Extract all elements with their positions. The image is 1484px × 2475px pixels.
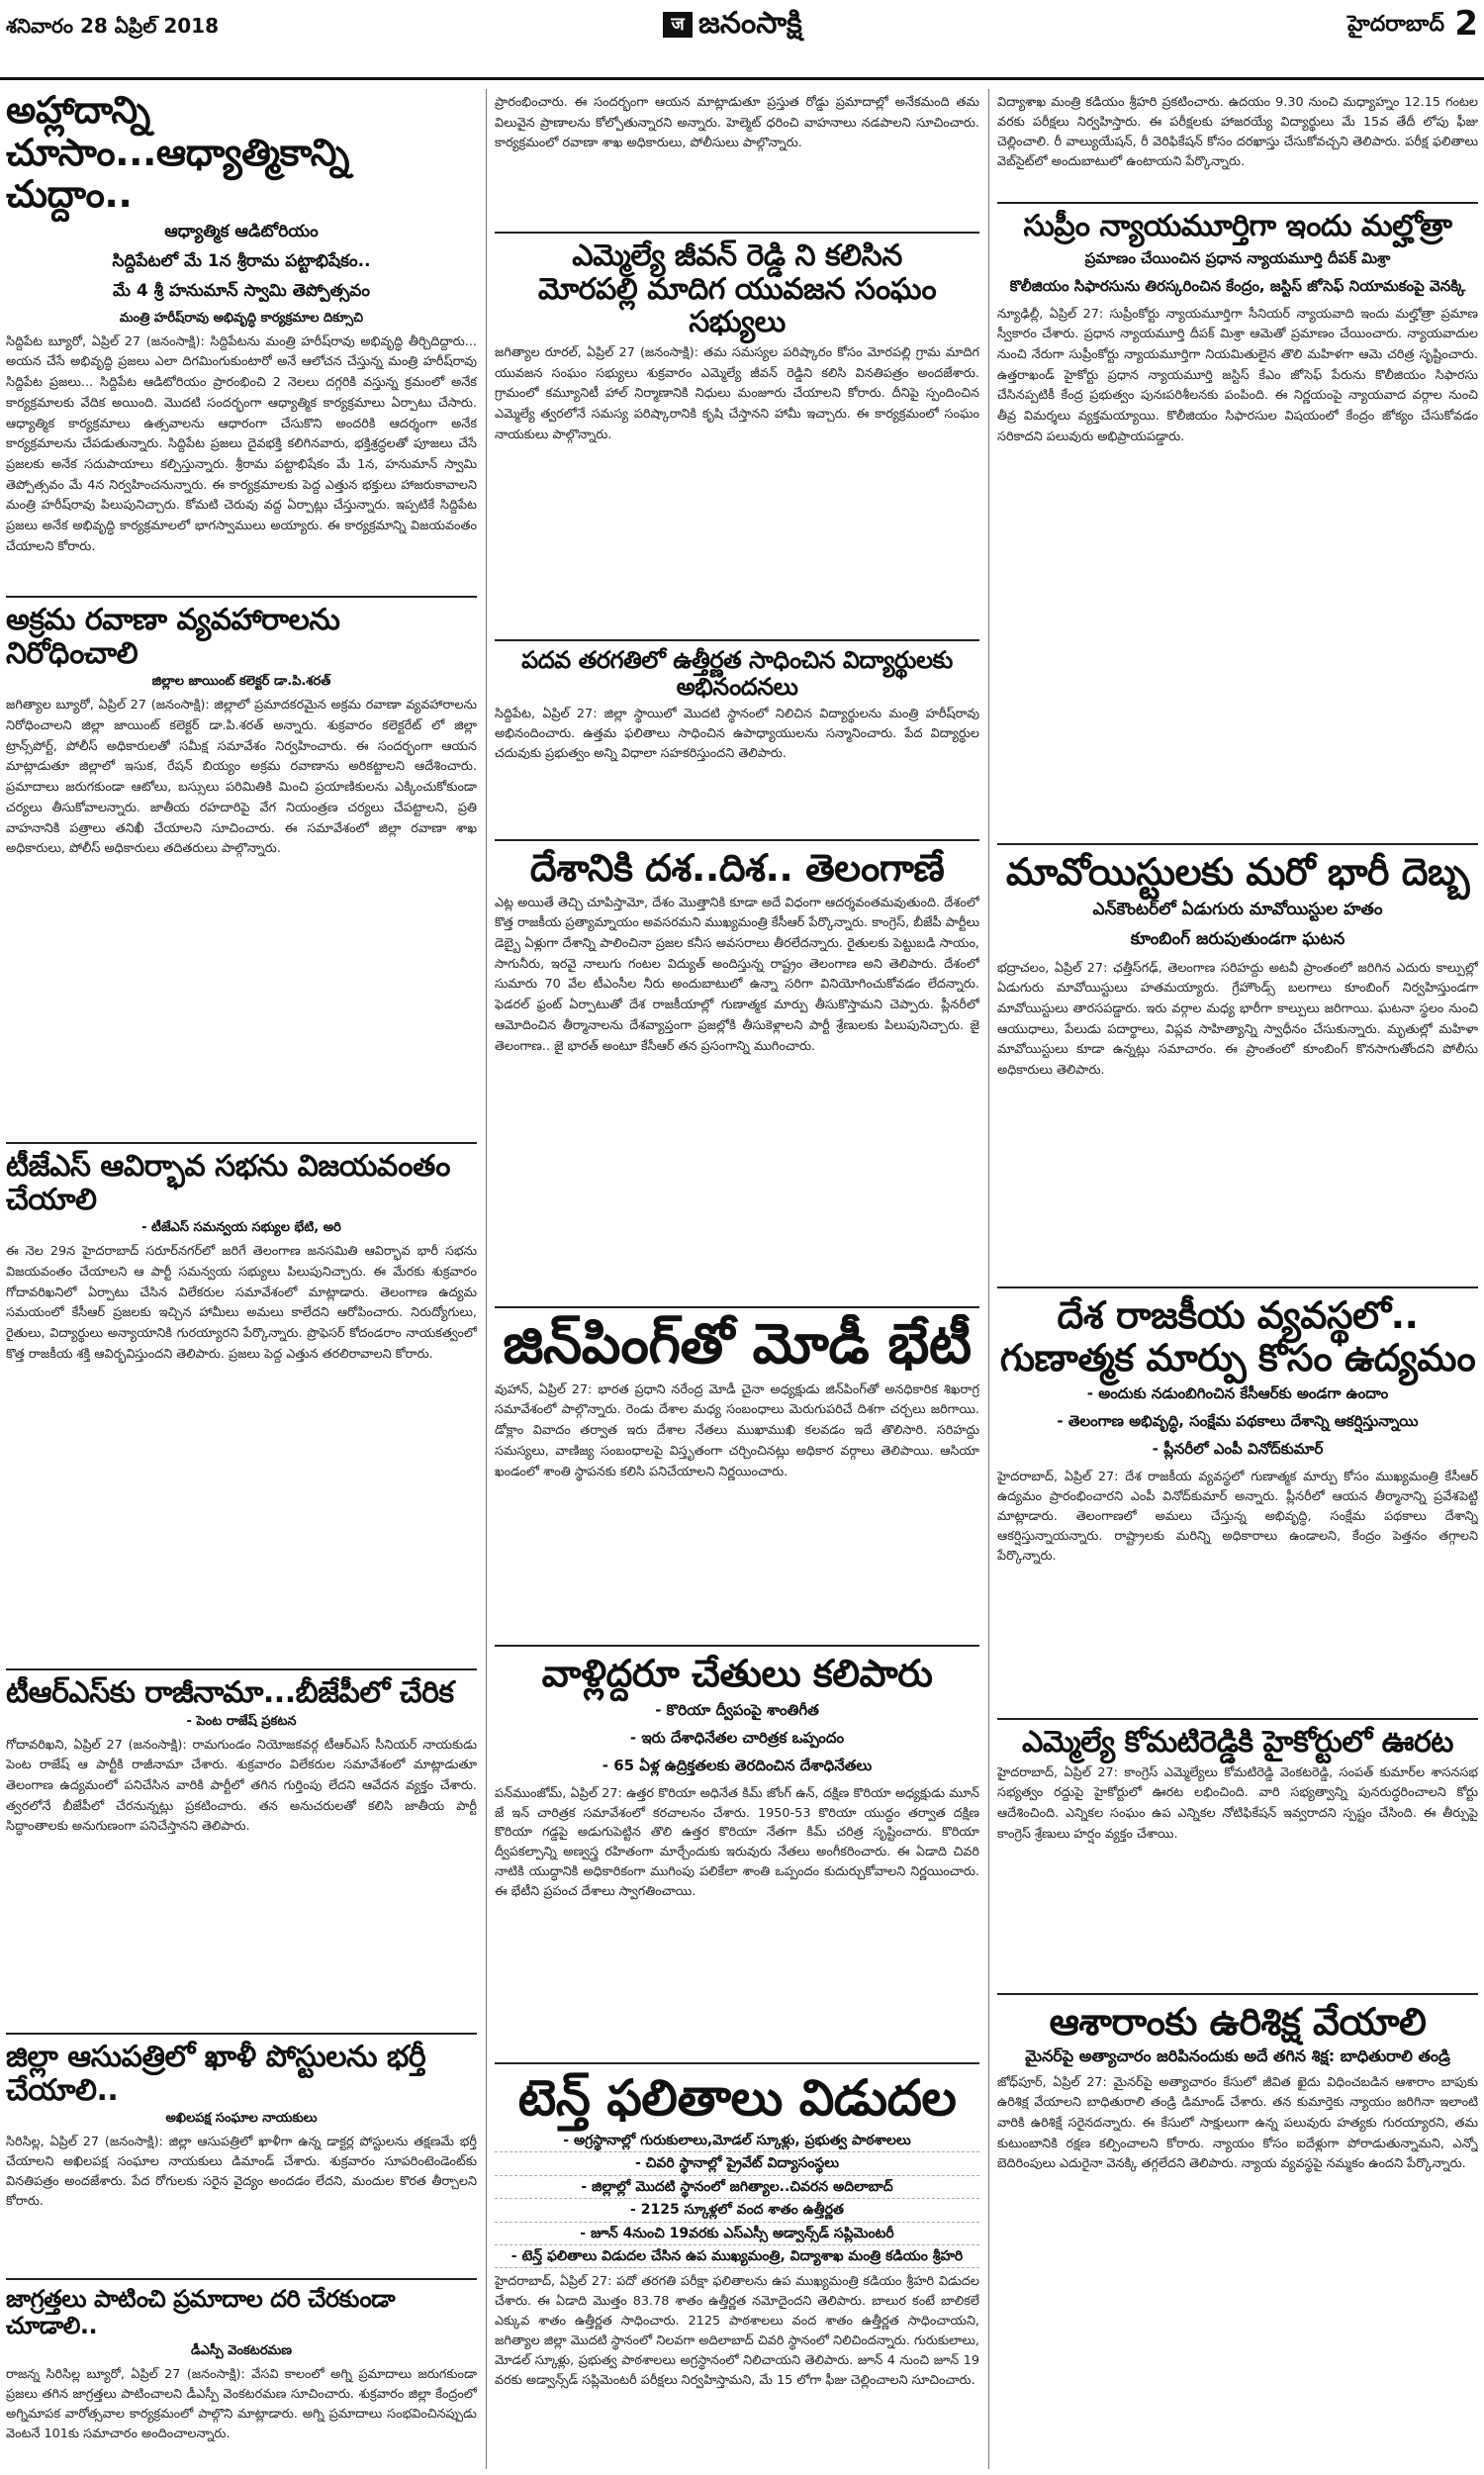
story-divider bbox=[997, 202, 1478, 204]
column-middle bbox=[495, 89, 979, 2469]
article-asaram bbox=[997, 2001, 1478, 2469]
highlight-item: - 2125 స్కూళ్లలో వంద శాతం ఉత్తీర్ణత bbox=[495, 2199, 979, 2222]
article-body: రాజన్న సిరిసిల్ల బ్యూరో, ఏప్రిల్ 27 (జనంసాక్షి): వేసవి కాలంలో అగ్ని ప్రమాదాలు జరుగకుండా ప్రజలు తగిన జాగ్రత్తలు పాటించాలని డీఎస్పీ వెంకటరమణ సూచించారు. శుక్రవారం జిల్లా కేంద్రంలో అగ్నిమాపక వారోత్సవాల కార్యక్రమంలో పాల్గొని మాట్లాడారు. అగ్ని ప్రమాదాలు సంభవించినప్పుడు వెంటనే 101కు సమాచారం అందించాలన్నారు. bbox=[6, 2366, 477, 2441]
story-divider bbox=[495, 2062, 979, 2064]
logo-text: జనంసాక్షి bbox=[698, 6, 802, 41]
story-divider bbox=[495, 1306, 979, 1308]
highlight-item: - టెన్త్ ఫలితాలు విడుదల చేసిన ఉప ముఖ్యమంత్రి, విద్యాశాఖ మంత్రి కడియం శ్రీహరి bbox=[495, 2245, 979, 2268]
article-headline: పదవ తరగతిలో ఉత్తీర్ణత సాధించిన విద్యార్థులకు అభినందనలు bbox=[521, 647, 953, 701]
article-headline: దేశానికి దశ..దిశ.. తెలంగాణే bbox=[529, 847, 945, 890]
article-body: సిద్దిపేట, ఏప్రిల్ 27: జిల్లా స్థాయిలో మొదటి స్థానంలో నిలిచిన విద్యార్థులను మంత్రి హరీష్‌రావు అభినందించారు. ఉత్తమ ఫలితాలు సాధించిన ఉపాధ్యాయులను సన్మానించారు. పేద విద్యార్థుల చదువుకు ప్రభుత్వం అన్ని విధాలా సహకరిస్తుందని తెలిపారు. bbox=[495, 706, 979, 761]
article-deck: - ప్లీనరీలో ఎంపీ వినోద్‌కుమార్ bbox=[1152, 1440, 1324, 1459]
article-body: న్యూఢిల్లీ, ఏప్రిల్ 27: సుప్రీంకోర్టు న్యాయమూర్తిగా సీనియర్ న్యాయవాది ఇందు మల్హోత్రా ప్రమాణ స్వీకారం చేశారు. ప్రధాన న్యాయమూర్తి దీపక్ మిశ్రా ఆమెతో ప్రమాణం చేయించారు. న్యాయవాదుల నుంచి నేరుగా సుప్రీంకోర్టు న్యాయమూర్తిగా నియమితులైన తొలి మహిళగా ఆమె చరిత్ర సృష్టించారు. ఉత్తరాఖండ్ హైకోర్టు ప్రధాన న్యాయమూర్తి జస్టిస్ కేఎం జోసెఫ్ పేరును కొలీజియం సిఫారసు చేసినప్పటికీ కేంద్ర ప్రభుత్వం పునఃపరిశీలనకు పంపింది. ఈ నిర్ణయంపై న్యాయవాద వర్గాల నుంచి తీవ్ర విమర్శలు వ్యక్తమయ్యాయి. కొలీజియం సిఫారసుల విషయంలో కేంద్రం జోక్యం చేసుకోవడం సరికాదని పలువురు అభిప్రాయపడ్డారు. bbox=[997, 306, 1478, 444]
article-headline: అక్రమ రవాణా వ్యవహారాలను నిరోధించాలి bbox=[6, 604, 340, 671]
article-headline: ఎమ్మెల్యే జీవన్ రెడ్డి ని కలిసిన bbox=[572, 239, 902, 273]
article-deck: - 65 ఏళ్ల ఉద్రిక్తతలకు తెరదించిన దేశాధినేతలు bbox=[602, 1756, 873, 1774]
highlight-item: - చివరి స్థానాల్లో ప్రైవేట్ విద్యాసంస్థలు bbox=[495, 2152, 979, 2175]
article-deck: - తెలంగాణ అభివృద్ధి, సంక్షేమ పథకాలు దేశాన్ని ఆకర్షిస్తున్నాయి bbox=[1057, 1412, 1419, 1431]
article-tenth-results bbox=[495, 2070, 979, 2469]
article-headline: వాళ్లిద్దరూ చేతులు కలిపారు bbox=[541, 1653, 933, 1695]
article-body: హైదరాబాద్, ఏప్రిల్ 27: దేశ రాజకీయ వ్యవస్థలో గుణాత్మక మార్పు కోసం ముఖ్యమంత్రి కేసీఆర్ ఉద్యమం ప్రారంభించారని ఎంపీ వినోద్‌కుమార్ అన్నారు. ప్లీనరీలో ఆయన తీర్మానాన్ని ప్రవేశపెట్టి మాట్లాడారు. తెలంగాణలో అమలు చేస్తున్న అభివృద్ధి, సంక్షేమ పథకాలు దేశాన్ని ఆకర్షిస్తున్నాయన్నారు. రాష్ట్రాలకు మరిన్ని అధికారాలు ఉండాలని, కేంద్రం పెత్తనం తగ్గాలని పేర్కొన్నారు. bbox=[997, 1470, 1478, 1564]
article-spiritual bbox=[6, 89, 477, 592]
article-supreme-court bbox=[997, 210, 1478, 839]
article-headline: జిన్‌పింగ్‌తో మోడీ భేటీ bbox=[503, 1314, 972, 1377]
article-body: గోదావరిఖని, ఏప్రిల్ 27 (జనంసాక్షి): రామగుండం నియోజకవర్గ టీఆర్ఎస్ సీనియర్ నాయకుడు పెంట రాజేష్ ఆ పార్టీకి రాజీనామా చేశారు. శుక్రవారం విలేకరుల సమావేశంలో మాట్లాడుతూ తెలంగాణ ఉద్యమంలో పనిచేసిన వారికి పార్టీలో తగిన గుర్తింపు లేదని ఆవేదన వ్యక్తం చేశారు. త్వరలోనే బీజేపీలో చేరనున్నట్లు ప్రకటించారు. తన అనుచరులతో కలిసి జాతీయ పార్టీ సిద్ధాంతాలకు అనుగుణంగా పనిచేస్తానని తెలిపారు. bbox=[6, 1737, 477, 1835]
story-divider bbox=[997, 1993, 1478, 1995]
logo-icon: ज bbox=[663, 12, 693, 38]
article-deck: - ఇరు దేశాధినేతల చారిత్రక ఒప్పందం bbox=[629, 1728, 845, 1747]
story-divider bbox=[6, 2278, 477, 2280]
article-headline: టీజేఎస్ ఆవిర్భావ సభను విజయవంతం చేయాలి bbox=[6, 1150, 451, 1217]
article-body: జగిత్యాల రూరల్, ఏప్రిల్ 27 (జనంసాక్షి): తమ సమస్యల పరిష్కారం కోసం మోరపల్లి గ్రామ మాదిగ యువజన సంఘం సభ్యులు శుక్రవారం ఎమ్మెల్యే జీవన్ రెడ్డిని కలిసి వినతిపత్రం అందజేశారు. గ్రామంలో కమ్యూనిటీ హాల్ నిర్మాణానికి నిధులు మంజూరు చేయాలని కోరారు. దీనిపై స్పందించిన ఎమ్మెల్యే త్వరలోనే సమస్య పరిష్కారానికి కృషి చేస్తానని హామీ ఇచ్చారు. ఈ కార్యక్రమంలో సంఘం నాయకులు పాల్గొన్నారు. bbox=[495, 344, 979, 442]
article-tjs-meeting bbox=[6, 1150, 477, 1665]
masthead bbox=[0, 0, 1484, 80]
article-deck: మే 4 శ్రీ హనుమాన్ స్వామి తెప్పోత్సవం bbox=[113, 280, 370, 301]
article-trs-resignation bbox=[6, 1676, 477, 2029]
article-byline: మంత్రి హరీష్‌రావు అభివృద్ధి కార్యక్రమాల దిక్సూచి bbox=[119, 310, 364, 326]
story-divider bbox=[495, 232, 979, 234]
article-modi-xi bbox=[495, 1314, 979, 1641]
article-komatireddy bbox=[997, 1726, 1478, 1989]
story-divider bbox=[997, 843, 1478, 845]
article-body: సిరిసిల్ల, ఏప్రిల్ 27 (జనంసాక్షి): జిల్లా ఆసుపత్రిలో ఖాళీగా ఉన్న డాక్టర్ల పోస్టులను తక్షణమే భర్తీ చేయాలని అఖిలపక్ష సంఘాల నాయకులు డిమాండ్ చేశారు. శుక్రవారం సూపరింటెండెంట్‌కు వినతిపత్రం అందజేశారు. పేద రోగులకు సరైన వైద్యం అందడం లేదని, మందుల కొరత తీర్చాలని కోరారు. bbox=[6, 2135, 477, 2210]
article-body: జోధ్‌పూర్, ఏప్రిల్ 27: మైనర్‌పై అత్యాచారం కేసులో జీవిత ఖైదు విధించబడిన ఆశారాం బాపుకు ఉరిశిక్ష వేయాలని బాధితురాలి తండ్రి డిమాండ్ చేశారు. తన కుమార్తెకు న్యాయం జరిగినా ఇలాంటి వారికి ఉరిశిక్షే సరైనదన్నారు. ఈ కేసులో సాక్షులుగా ఉన్న పలువురు హత్యకు గురయ్యారని, తమ కుటుంబానికి రక్షణ కల్పించాలని కోరారు. న్యాయం కోసం ఐదేళ్లుగా పోరాడుతున్నామని, ఎన్నో బెదిరింపులు ఎదురైనా వెనక్కి తగ్గలేదని తెలిపారు. న్యాయ వ్యవస్థపై నమ్మకం ఉందని పేర్కొన్నారు. bbox=[997, 2074, 1478, 2172]
article-body: పన్‌ముంజోమ్, ఏప్రిల్ 27: ఉత్తర కొరియా అధినేత కిమ్ జోంగ్ ఉన్, దక్షిణ కొరియా అధ్యక్షుడు మూన్ జే ఇన్ చారిత్రక సమావేశంలో కరచాలనం చేశారు. 1950-53 కొరియా యుద్ధం తర్వాత దక్షిణ కొరియా గడ్డపై అడుగుపెట్టిన తొలి ఉత్తర కొరియా నేతగా కిమ్ చరిత్ర సృష్టించారు. కొరియా ద్వీపకల్పాన్ని అణ్వస్త్ర రహితంగా మార్చేందుకు ఇరువురు నేతలు అంగీకరించారు. ఈ ఏడాది చివరి నాటికి యుద్ధానికి అధికారికంగా ముగింపు పలికేలా శాంతి ఒప్పందం కుదుర్చుకోవాలని నిర్ణయించారు. ఈ భేటీని ప్రపంచ దేశాలు స్వాగతించాయి. bbox=[495, 1785, 979, 1900]
issue-date: శనివారం 28 ఏప్రిల్ 2018 bbox=[6, 14, 220, 38]
article-deck: ఆధ్యాత్మిక ఆడిటోరియం bbox=[164, 221, 319, 241]
edition-name: హైదరాబాద్ bbox=[1347, 12, 1444, 37]
article-byline: అఖిలపక్ష సంఘాల నాయకులు bbox=[165, 2111, 318, 2127]
article-headline: జాగ్రత్తలు పాటించి ప్రమాదాల దరి చేరకుండా చూడాలి.. bbox=[6, 2286, 396, 2339]
article-deck: ప్రమాణం చేయించిన ప్రధాన న్యాయమూర్తి దీపక్ మిశ్రా bbox=[1084, 248, 1391, 267]
article-deck: సిద్దిపేటలో మే 1న శ్రీరామ పట్టాభిషేకం.. bbox=[112, 250, 371, 271]
article-headline: టెన్త్ ఫలితాలు విడుదల bbox=[517, 2070, 957, 2127]
article-korea-peace bbox=[495, 1653, 979, 2058]
article-byline: జిల్లాల జాయింట్ కలెక్టర్ డా.పి.శరత్ bbox=[151, 674, 331, 690]
article-highlights bbox=[495, 2130, 979, 2268]
article-body: భద్రాచలం, ఏప్రిల్ 27: ఛత్తీస్‌గఢ్, తెలంగాణ సరిహద్దు అటవీ ప్రాంతంలో జరిగిన ఎదురు కాల్పుల్లో ఏడుగురు మావోయిస్టులు హతమయ్యారు. గ్రేహౌండ్స్ బలగాలు కూంబింగ్ నిర్వహిస్తుండగా మావోయిస్టులు తారసపడ్డారు. ఇరు వర్గాల మధ్య భారీగా కాల్పులు జరిగాయి. ఘటనా స్థలం నుంచి ఆయుధాలు, పేలుడు పదార్థాలు, విప్లవ సాహిత్యాన్ని స్వాధీనం చేసుకున్నారు. మృతుల్లో మహిళా మావోయిస్టులు కూడా ఉన్నట్లు సమాచారం. ఈ ప్రాంతంలో కూంబింగ్ కొనసాగుతోందని పోలీసు అధికారులు తెలిపారు. bbox=[997, 960, 1478, 1079]
story-divider bbox=[6, 1668, 477, 1670]
column-right bbox=[997, 89, 1478, 2469]
story-divider bbox=[6, 596, 477, 598]
article-headline: జిల్లా ఆసుపత్రిలో ఖాళీ పోస్టులను భర్తీ చేయాలి.. bbox=[6, 2041, 426, 2108]
article-headline: టీఆర్ఎస్‌కు రాజీనామా...బీజేపీలో చేరిక bbox=[6, 1676, 454, 1710]
article-deck: కూంబింగ్ జరుపుతుండగా ఘటన bbox=[1130, 928, 1345, 949]
article-body: ప్రారంభించారు. ఈ సందర్భంగా ఆయన మాట్లాడుతూ ప్రస్తుత రోడ్డు ప్రమాదాల్లో అనేకమంది తమ విలువైన ప్రాణాలను కోల్పోతున్నారని అన్నారు. హెల్మెట్ ధరించి వాహనాలు నడపాలని సూచించారు. కార్యక్రమంలో రవాణా శాఖ అధికారులు, పోలీసులు పాల్గొన్నారు. bbox=[495, 95, 979, 151]
article-headline: గుణాత్మక మార్పు కోసం ఉద్యమం bbox=[999, 1335, 1476, 1380]
article-body: ఈ నెల 29న హైదరాబాద్ సరూర్‌నగర్‌లో జరిగే తెలంగాణ జనసమితి ఆవిర్భావ భారీ సభను విజయవంతం చేయాలని ఆ పార్టీ సమన్వయ సభ్యులు పిలుపునిచ్చారు. ఈ మేరకు శుక్రవారం గోదావరిఖనిలో ఏర్పాటు చేసిన విలేకరుల సమావేశంలో మాట్లాడారు. తెలంగాణ ఉద్యమ సమయంలో కేసీఆర్ ప్రజలకు ఇచ్చిన హామీలు అమలు కాలేదని ఆరోపించారు. నిరుద్యోగులు, రైతులు, విద్యార్థులు అన్యాయానికి గురయ్యారని పేర్కొన్నారు. ప్రొఫెసర్ కోదండరాం నాయకత్వంలో కొత్త రాజకీయ శక్తి ఆవిర్భవిస్తుందని తెలిపారు. ప్రజలు పెద్ద ఎత్తున తరలిరావాలని కోరారు. bbox=[6, 1244, 477, 1362]
article-headline: సుప్రీం న్యాయమూర్తిగా ఇందు మల్హోత్రా bbox=[1023, 210, 1452, 243]
article-headline: దేశ రాజకీయ వ్యవస్థలో.. bbox=[1057, 1294, 1419, 1337]
article-headline: ఎమ్మెల్యే కోమటిరెడ్డికి హైకోర్టులో ఊరట bbox=[1022, 1726, 1453, 1760]
article-maoist-encounter bbox=[997, 851, 1478, 1283]
article-tenth-congrats bbox=[495, 647, 979, 835]
column-left bbox=[6, 89, 477, 2469]
column-divider bbox=[486, 89, 487, 2469]
article-smuggling bbox=[6, 604, 477, 1138]
article-continued bbox=[997, 89, 1478, 198]
highlight-item: - జూన్ 4నుంచి 19వరకు ఎస్ఎస్సీ అడ్వాన్స్‌డ్ సప్లిమెంటరీ bbox=[495, 2223, 979, 2245]
highlight-item: - జిల్లాల్లో మొదటి స్థానంలో జగిత్యాల..చివరన అదిలాబాద్ bbox=[495, 2176, 979, 2199]
column-divider bbox=[988, 89, 989, 2469]
article-body: హైదరాబాద్, ఏప్రిల్ 27: పదో తరగతి పరీక్షా ఫలితాలను ఉప ముఖ్యమంత్రి కడియం శ్రీహరి విడుదల చేశారు. ఈ ఏడాది మొత్తం 83.78 శాతం ఉత్తీర్ణత నమోదైందని తెలిపారు. బాలుర కంటే బాలికలే ఎక్కువ శాతం ఉత్తీర్ణత సాధించారు. 2125 పాఠశాలలు వంద శాతం ఉత్తీర్ణత సాధించాయని, జగిత్యాల జిల్లా మొదటి స్థానంలో నిలవగా అదిలాబాద్ చివరి స్థానంలో నిలిచిందన్నారు. గురుకులాలు, మోడల్ స్కూళ్లు, ప్రభుత్వ పాఠశాలలు అగ్రస్థానంలో నిలిచాయని తెలిపారు. జూన్ 4 నుంచి జూన్ 19 వరకు అడ్వాన్స్‌డ్ సప్లిమెంటరీ పరీక్షలు నిర్వహిస్తామని, మే 15 లోగా ఫీజు చెల్లించాలని సూచించారు. bbox=[495, 2274, 979, 2389]
article-hospital-posts bbox=[6, 2041, 477, 2274]
article-byline: - టీజేఎస్ సమన్వయ సభ్యుల భేటి, అరి bbox=[141, 1220, 341, 1236]
story-divider bbox=[495, 839, 979, 841]
article-deck: మైనర్‌పై అత్యాచారం జరిపినందుకు అదే తగిన శిక్ష: బాధితురాలి తండ్రి bbox=[1025, 2046, 1450, 2065]
story-divider bbox=[6, 2033, 477, 2035]
newspaper-logo bbox=[663, 6, 802, 48]
article-headline: మావోయిస్టులకు మరో భారీ దెబ్బ bbox=[1005, 851, 1470, 894]
page-number: 2 bbox=[1454, 4, 1478, 44]
article-body: సిద్దిపేట బ్యూరో, ఏప్రిల్ 27 (జనంసాక్షి): సిద్దిపేటను మంత్రి హరీష్‌రావు అభివృద్ధి తీర్చిదిద్దారు... అయన చేసే అభివృద్ధి ప్రజలు ఎలా దిగమింగుకుంటారో అనే ఆలోచన చేస్తున్న మంత్రి హరీష్‌రావు సిద్దిపేట ప్రజలు... సిద్దిపేట ఆడిటోరియం ప్రారంభించి 2 నెలలు దగ్గరికి వస్తున్న క్రమంలో అనేక కార్యక్రమాలకు వేదిక అయింది. మొదటి సందర్భంగా ఆధ్యాత్మిక కార్యక్రమాలు ఏర్పాటు చేసారు. ఆధ్యాత్మిక కార్యక్రమాలు ఉత్సవాలను ఆధారంగా చేసుకొని అందరికి ఆదర్శంగా అనేక కార్యక్రమాలను చేపడుతున్నారు. సిద్దిపేట ప్రజలు దైవభక్తి కలిగినవారు, భక్తిశ్రద్ధలతో పూజలు చేసే ప్రజలకు అనేక సదుపాయాలు కల్పిస్తున్నారు. శ్రీరామ పట్టాభిషేకం మే 1న, హనుమాన్ స్వామి తెప్పోత్సవం మే 4న నిర్వహించనున్నారు. ఈ కార్యక్రమాలకు పెద్ద ఎత్తున భక్తులు హాజరుకావాలని మంత్రి హరీష్‌రావు పిలుపునిచ్చారు. కోమటి చెరువు వద్ద ఏర్పాట్లు చేస్తున్నారు. ఇప్పటికే సిద్దిపేట ప్రజలు అనేక అభివృద్ధి కార్యక్రమాలలో భాగస్వాములు అయ్యారు. ఈ కార్యక్రమాన్ని విజయవంతం చేయాలని కోరారు. bbox=[6, 333, 477, 554]
story-divider bbox=[997, 1718, 1478, 1720]
article-body: ఎట్ల అయితే తెచ్చి చూపిస్తామో, దేశం మొత్తానికి కూడా అదే విధంగా ఆదర్శవంతమవుతుంది. దేశంలో కొత్త రాజకీయ ప్రత్యామ్నాయం అవసరమని ముఖ్యమంత్రి కేసీఆర్ పేర్కొన్నారు. కాంగ్రెస్, బీజేపీ పార్టీలు డెబ్బై ఏళ్లుగా దేశాన్ని పాలించినా ప్రజల కనీస అవసరాలు తీరలేదన్నారు. రైతులకు పెట్టుబడి సాయం, సాగునీరు, ఇరవై నాలుగు గంటల విద్యుత్ అందిస్తున్న రాష్ట్రం తెలంగాణ అని తెలిపారు. దేశంలో సుమారు 70 వేల టీఎంసీల నీరు అందుబాటులో ఉన్నా సరిగా వినియోగించుకోవడం లేదన్నారు. ఫెడరల్ ఫ్రంట్ ఏర్పాటుతో దేశ రాజకీయాల్లో గుణాత్మక మార్పు తీసుకొస్తామని చెప్పారు. ప్లీనరీలో ఆమోదించిన తీర్మానాలను దేశవ్యాప్తంగా ప్రజల్లోకి తీసుకెళ్లాలని పార్టీ శ్రేణులకు పిలుపునిచ్చారు. జై తెలంగాణ.. జై భారత్ అంటూ కేసీఆర్ తన ప్రసంగాన్ని ముగించారు. bbox=[495, 895, 979, 1054]
story-divider bbox=[6, 1142, 477, 1144]
story-divider bbox=[495, 639, 979, 641]
article-body: విద్యాశాఖ మంత్రి కడియం శ్రీహరి ప్రకటించారు. ఉదయం 9.30 నుంచి మధ్యాహ్నం 12.15 గంటల వరకు పరీక్షలు నిర్వహిస్తారు. ఈ పరీక్షలకు హాజరయ్యే విద్యార్థులు మే 15వ తేదీ లోపు ఫీజు చెల్లించాలి. రీ వాల్యుయేషన్, రీ వెరిఫికేషన్ కోసం దరఖాస్తు చేసుకోవచ్చని తెలిపారు. పరీక్ష ఫలితాలు వెబ్‌సైట్‌లో అందుబాటులో ఉంటాయని పేర్కొన్నారు. bbox=[997, 95, 1478, 169]
article-deck: కొలీజియం సిఫారసును తిరస్కరించిన కేంద్రం, జస్టిస్ జోసెఫ్ నియామకంపై వెనక్కి bbox=[1009, 276, 1466, 295]
article-deck: - అందుకు నడుంబిగించిన కేసీఆర్‌కు అండగా ఉందాం bbox=[1086, 1384, 1389, 1403]
article-qualitative-change bbox=[997, 1294, 1478, 1714]
article-byline: - పెంట రాజేష్ ప్రకటన bbox=[186, 1713, 297, 1729]
story-divider bbox=[495, 1645, 979, 1647]
article-body: వుహాన్, ఏప్రిల్ 27: భారత ప్రధాని నరేంద్ర మోడీ చైనా అధ్యక్షుడు జిన్‌పింగ్‌తో అనధికారిక శిఖరాగ్ర సమావేశంలో పాల్గొన్నారు. రెండు దేశాల మధ్య సంబంధాలు మెరుగుపరిచే దిశగా చర్చలు జరిగాయి. డోక్లాం వివాదం తర్వాత ఇరు దేశాల నేతలు ముఖాముఖి కలవడం ఇదే తొలిసారి. సరిహద్దు సమస్యలు, వాణిజ్య సంబంధాలపై విస్తృతంగా చర్చించినట్లు అధికార వర్గాలు తెలిపాయి. ఆసియా ఖండంలో శాంతి స్థాపనకు కలిసి పనిచేయాలని నిర్ణయించారు. bbox=[495, 1381, 979, 1479]
article-body: హైదరాబాద్, ఏప్రిల్ 27: కాంగ్రెస్ ఎమ్మెల్యేలు కోమటిరెడ్డి వెంకటరెడ్డి, సంపత్ కుమార్‌ల శాసనసభ సభ్యత్వం రద్దుపై హైకోర్టులో ఊరట లభించింది. వారి సభ్యత్వాన్ని పునరుద్ధరించాలని కోర్టు ఆదేశించింది. ఎన్నికల సంఘం ఉప ఎన్నికల నోటిఫికేషన్ ఇవ్వరాదని స్పష్టం చేసింది. ఈ తీర్పుపై కాంగ్రెస్ శ్రేణులు హర్షం వ్యక్తం చేశాయి. bbox=[997, 1764, 1478, 1842]
highlight-item: - అగ్రస్థానాల్లో గురుకులాలు,మోడల్ స్కూళ్లు, ప్రభుత్వ పాఠశాలలు bbox=[495, 2130, 979, 2152]
article-deck: - కొరియా ద్వీపంపై శాంతిగీత bbox=[655, 1700, 819, 1719]
article-deck: ఎన్‌కౌంటర్‌లో ఏడుగురు మావోయిస్టుల హతం bbox=[1092, 899, 1383, 919]
article-body: జగిత్యాల బ్యూరో, ఏప్రిల్ 27 (జనంసాక్షి): జిల్లాలో ప్రమాదకరమైన అక్రమ రవాణా వ్యవహారాలను నిరోధించాలని జిల్లా జాయింట్ కలెక్టర్ డా.పి.శరత్ అన్నారు. శుక్రవారం కలెక్టరేట్ లో జిల్లా ట్రాన్స్‌పోర్ట్, పోలీస్ అధికారులతో సమీక్ష సమావేశం నిర్వహించారు. ఈ సందర్భంగా ఆయన మాట్లాడుతూ జిల్లాలో ఇసుక, రేషన్ బియ్యం అక్రమ రవాణాను అరికట్టాలని ఆదేశించారు. ప్రమాదాలు జరుగకుండా ఆటోలు, బస్సులు పరిమితికి మించి ప్రయాణికులను ఎక్కించుకోకుండా చర్యలు తీసుకోవాలన్నారు. జాతీయ రహదారిపై వేగ నియంత్రణ చర్యలు చేపట్టాలని, ప్రతి వాహనానికి పత్రాలు తనిఖీ చేయాలని సూచించారు. ఈ సమావేశంలో జిల్లా రవాణా శాఖ అధికారులు, పోలీస్ అధికారులు తదితరులు పాల్గొన్నారు. bbox=[6, 698, 477, 857]
article-telangana-direction bbox=[495, 847, 979, 1302]
article-continued bbox=[495, 89, 979, 228]
article-headline: ఆశారాంకు ఉరిశిక్ష వేయాలి bbox=[1049, 2001, 1427, 2044]
story-divider bbox=[997, 1286, 1478, 1288]
article-headline: అహ్లాదాన్ని చూసాం...ఆధ్యాత్మికాన్ని చుద్దాం.. bbox=[6, 89, 349, 217]
article-byline: డీఎస్పీ వెంకటరమణ bbox=[190, 2342, 293, 2358]
article-headline: మోరపల్లి మాదిగ యువజన సంఘం సభ్యులు bbox=[537, 271, 937, 340]
article-mla-meeting bbox=[495, 239, 979, 635]
article-fire-safety bbox=[6, 2286, 477, 2469]
